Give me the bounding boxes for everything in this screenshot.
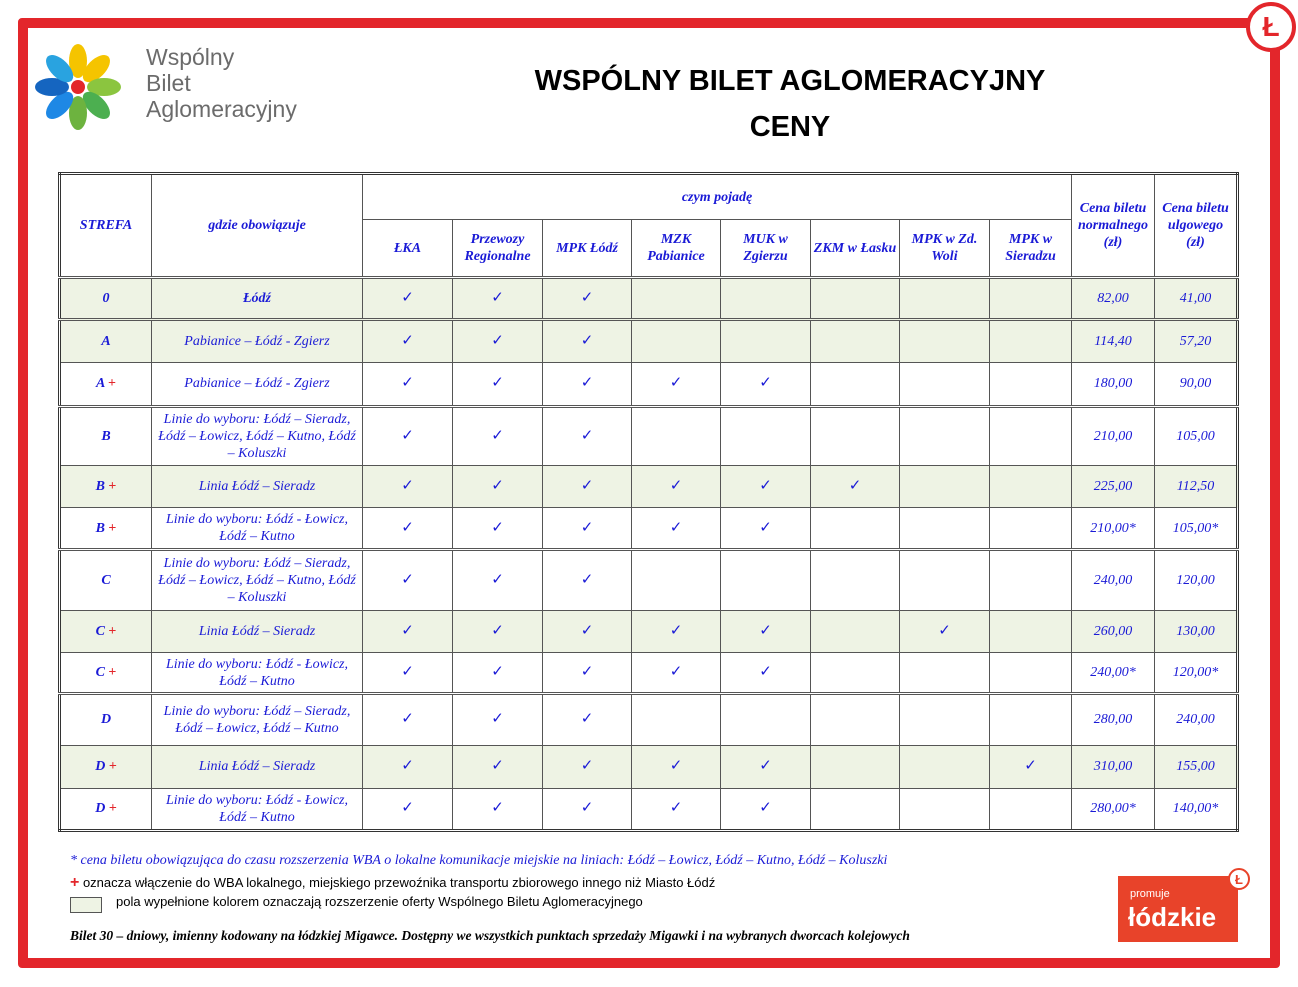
- price-normal-cell: 82,00: [1072, 278, 1155, 320]
- zone-cell: [60, 693, 152, 745]
- zone-cell: [60, 610, 152, 652]
- empty-cell: [900, 465, 990, 507]
- checkmark-icon: ✓: [363, 788, 453, 830]
- header-zone: STREFA: [60, 174, 152, 278]
- checkmark-icon: ✓: [811, 465, 900, 507]
- empty-cell: [990, 788, 1072, 830]
- empty-cell: [990, 693, 1072, 745]
- empty-cell: [632, 550, 721, 611]
- checkmark-icon: ✓: [721, 788, 811, 830]
- checkmark-icon: ✓: [363, 362, 453, 406]
- table-row: [60, 788, 1238, 830]
- table-row: [60, 693, 1238, 745]
- empty-cell: [990, 508, 1072, 550]
- zone-label: B: [101, 428, 111, 444]
- price-reduced-cell: 112,50: [1155, 465, 1238, 507]
- checkmark-icon: ✓: [721, 465, 811, 507]
- checkmark-icon: ✓: [543, 407, 632, 466]
- checkmark-icon: ✓: [721, 508, 811, 550]
- empty-cell: [811, 746, 900, 788]
- plus-marker: +: [108, 801, 117, 817]
- price-reduced-cell: 105,00*: [1155, 508, 1238, 550]
- price-reduced-cell: 130,00: [1155, 610, 1238, 652]
- empty-cell: [721, 407, 811, 466]
- zone-label: C: [95, 665, 105, 680]
- checkmark-icon: ✓: [363, 693, 453, 745]
- empty-cell: [990, 278, 1072, 320]
- price-table: [58, 172, 1239, 832]
- where-cell: Linia Łódź – Sieradz: [152, 610, 363, 652]
- empty-cell: [632, 407, 721, 466]
- price-normal-cell: 225,00: [1072, 465, 1155, 507]
- header-price-normal: Cena biletu normalnego (zł): [1072, 174, 1155, 278]
- promo-big-text: łódzkie: [1128, 902, 1217, 932]
- checkmark-icon: ✓: [363, 508, 453, 550]
- checkmark-icon: ✓: [363, 320, 453, 362]
- price-normal-cell: 310,00: [1072, 746, 1155, 788]
- price-reduced-cell: 105,00: [1155, 407, 1238, 466]
- checkmark-icon: ✓: [453, 320, 543, 362]
- price-reduced-cell: 120,00: [1155, 550, 1238, 611]
- header-carrier: MPK Łódź: [543, 220, 632, 278]
- table-row: [60, 610, 1238, 652]
- header-carrier: Przewozy Regionalne: [453, 220, 543, 278]
- empty-cell: [811, 610, 900, 652]
- legend-note: pola wypełnione kolorem oznaczają rozszerzenie oferty Wspólnego Biletu Aglomeracyjnego: [116, 894, 643, 909]
- header-where: gdzie obowiązuje: [152, 174, 363, 278]
- price-reduced-cell: 90,00: [1155, 362, 1238, 406]
- table-row: [60, 508, 1238, 550]
- plus-marker: +: [108, 624, 117, 640]
- zone-cell: [60, 407, 152, 466]
- empty-cell: [900, 278, 990, 320]
- checkmark-icon: ✓: [363, 610, 453, 652]
- plus-marker: +: [108, 478, 117, 494]
- checkmark-icon: ✓: [453, 693, 543, 745]
- zone-cell: [60, 362, 152, 406]
- empty-cell: [990, 362, 1072, 406]
- table-row: [60, 320, 1238, 362]
- price-normal-cell: 180,00: [1072, 362, 1155, 406]
- checkmark-icon: ✓: [543, 653, 632, 693]
- empty-cell: [990, 320, 1072, 362]
- zone-label: D: [100, 712, 112, 728]
- checkmark-icon: ✓: [632, 653, 721, 693]
- plus-marker: +: [108, 520, 117, 536]
- checkmark-icon: ✓: [453, 465, 543, 507]
- price-normal-cell: 240,00: [1072, 550, 1155, 611]
- where-cell: Pabianice – Łódź - Zgierz: [152, 320, 363, 362]
- checkmark-icon: ✓: [453, 550, 543, 611]
- where-cell: Linie do wyboru: Łódź – Sieradz, Łódź – Łowicz, Łódź – Kutno: [152, 693, 363, 745]
- empty-cell: [900, 320, 990, 362]
- empty-cell: [900, 508, 990, 550]
- price-normal-cell: 280,00*: [1072, 788, 1155, 830]
- table-row: [60, 407, 1238, 466]
- zone-cell: [60, 788, 152, 830]
- checkmark-icon: ✓: [363, 407, 453, 466]
- table-row: [60, 746, 1238, 788]
- checkmark-icon: ✓: [453, 407, 543, 466]
- checkmark-icon: ✓: [543, 320, 632, 362]
- price-normal-cell: 280,00: [1072, 693, 1155, 745]
- empty-cell: [900, 362, 990, 406]
- checkmark-icon: ✓: [543, 788, 632, 830]
- empty-cell: [721, 320, 811, 362]
- price-reduced-cell: 41,00: [1155, 278, 1238, 320]
- plus-note-text: oznacza włączenie do WBA lokalnego, miejskiego przewoźnika transportu zbiorowego innego niż Miasto Łódź: [79, 875, 716, 890]
- zone-cell: [60, 320, 152, 362]
- checkmark-icon: ✓: [632, 788, 721, 830]
- zone-cell: [60, 746, 152, 788]
- promo-small-text: promuje: [1130, 888, 1170, 900]
- where-cell: Linie do wyboru: Łódź – Sieradz, Łódź – Łowicz, Łódź – Kutno, Łódź – Koluszki: [152, 550, 363, 611]
- table-row: [60, 278, 1238, 320]
- table-row: [60, 465, 1238, 507]
- empty-cell: [900, 550, 990, 611]
- checkmark-icon: ✓: [721, 746, 811, 788]
- checkmark-icon: ✓: [543, 508, 632, 550]
- where-cell: Linie do wyboru: Łódź - Łowicz, Łódź – Kutno: [152, 508, 363, 550]
- empty-cell: [990, 407, 1072, 466]
- empty-cell: [811, 407, 900, 466]
- table-row: [60, 550, 1238, 611]
- price-reduced-cell: 140,00*: [1155, 788, 1238, 830]
- zone-label: C: [101, 573, 111, 589]
- price-reduced-cell: 57,20: [1155, 320, 1238, 362]
- zone-label: 0: [102, 291, 110, 307]
- zone-label: A: [95, 376, 105, 392]
- price-normal-cell: 260,00: [1072, 610, 1155, 652]
- empty-cell: [811, 362, 900, 406]
- empty-cell: [632, 278, 721, 320]
- price-reduced-cell: 120,00*: [1155, 653, 1238, 693]
- checkmark-icon: ✓: [453, 788, 543, 830]
- checkmark-icon: ✓: [543, 746, 632, 788]
- empty-cell: [721, 278, 811, 320]
- checkmark-icon: ✓: [632, 610, 721, 652]
- empty-cell: [990, 610, 1072, 652]
- checkmark-icon: ✓: [543, 465, 632, 507]
- checkmark-icon: ✓: [453, 278, 543, 320]
- zone-cell: [60, 653, 152, 693]
- zone-label: A: [101, 334, 111, 350]
- empty-cell: [811, 653, 900, 693]
- header-carrier: MPK w Sieradzu: [990, 220, 1072, 278]
- checkmark-icon: ✓: [453, 508, 543, 550]
- checkmark-icon: ✓: [632, 362, 721, 406]
- where-cell: Linie do wyboru: Łódź - Łowicz, Łódź – Kutno: [152, 788, 363, 830]
- checkmark-icon: ✓: [990, 746, 1072, 788]
- empty-cell: [990, 653, 1072, 693]
- header-carrier: MPK w Zd. Woli: [900, 220, 990, 278]
- empty-cell: [721, 550, 811, 611]
- empty-cell: [900, 788, 990, 830]
- empty-cell: [900, 746, 990, 788]
- empty-cell: [990, 465, 1072, 507]
- checkmark-icon: ✓: [363, 465, 453, 507]
- plus-note: [70, 874, 715, 892]
- checkmark-icon: ✓: [363, 653, 453, 693]
- page-title: WSPÓLNY BILET AGLOMERACYJNY CENY: [534, 65, 1046, 143]
- where-cell: Pabianice – Łódź - Zgierz: [152, 362, 363, 406]
- checkmark-icon: ✓: [721, 610, 811, 652]
- checkmark-icon: ✓: [543, 550, 632, 611]
- header-carrier: MUK w Zgierzu: [721, 220, 811, 278]
- checkmark-icon: ✓: [721, 362, 811, 406]
- empty-cell: [900, 653, 990, 693]
- header-carriers-group: czym pojadę: [363, 174, 1072, 220]
- empty-cell: [721, 693, 811, 745]
- plus-marker: +: [108, 759, 117, 775]
- table-row: [60, 362, 1238, 406]
- lodz-badge-icon: Ł: [1246, 2, 1296, 52]
- checkmark-icon: ✓: [453, 610, 543, 652]
- checkmark-icon: ✓: [363, 550, 453, 611]
- price-normal-cell: 210,00*: [1072, 508, 1155, 550]
- empty-cell: [632, 693, 721, 745]
- empty-cell: [900, 693, 990, 745]
- checkmark-icon: ✓: [632, 746, 721, 788]
- empty-cell: [811, 693, 900, 745]
- promuje-lodzkie-logo: [1118, 871, 1243, 942]
- plus-marker: +: [108, 376, 117, 392]
- empty-cell: [990, 550, 1072, 611]
- checkmark-icon: ✓: [632, 465, 721, 507]
- empty-cell: [632, 320, 721, 362]
- empty-cell: [811, 788, 900, 830]
- checkmark-icon: ✓: [363, 746, 453, 788]
- zone-label: C: [95, 624, 105, 640]
- price-normal-cell: 240,00*: [1072, 653, 1155, 693]
- wba-logo-icon: [32, 40, 132, 140]
- zone-cell: [60, 550, 152, 611]
- price-normal-cell: 210,00: [1072, 407, 1155, 466]
- zone-label: D: [95, 759, 106, 775]
- header-carrier: ZKM w Łasku: [811, 220, 900, 278]
- table-row: [60, 653, 1238, 693]
- checkmark-icon: ✓: [543, 362, 632, 406]
- empty-cell: [811, 550, 900, 611]
- zone-cell: [60, 465, 152, 507]
- where-cell: Linia Łódź – Sieradz: [152, 465, 363, 507]
- logo-wordmark: Wspólny Bilet Aglomeracyjny: [146, 44, 297, 122]
- header-price-reduced: Cena biletu ulgowego (zł): [1155, 174, 1238, 278]
- checkmark-icon: ✓: [453, 653, 543, 693]
- checkmark-icon: ✓: [721, 653, 811, 693]
- header-carrier: MZK Pabianice: [632, 220, 721, 278]
- legend-swatch: [70, 897, 102, 913]
- price-normal-cell: 114,40: [1072, 320, 1155, 362]
- checkmark-icon: ✓: [453, 746, 543, 788]
- where-cell: Linia Łódź – Sieradz: [152, 746, 363, 788]
- checkmark-icon: ✓: [543, 693, 632, 745]
- zone-label: D: [95, 801, 106, 817]
- checkmark-icon: ✓: [900, 610, 990, 652]
- checkmark-icon: ✓: [543, 278, 632, 320]
- price-reduced-cell: 155,00: [1155, 746, 1238, 788]
- promo-badge-icon: Ł: [1228, 868, 1250, 890]
- ticket-info-note: Bilet 30 – dniowy, imienny kodowany na łódzkiej Migawce. Dostępny we wszystkich punktach sprzedaży Migawki i na wybranych dworcach kolejowych: [70, 928, 910, 943]
- zone-label: B: [95, 478, 105, 494]
- asterisk-note: * cena biletu obowiązująca do czasu rozszerzenia WBA o lokalne komunikacje miejskie na liniach: Łódź – Łowicz, Łódź – Kutno, Łódź – Koluszki: [70, 853, 888, 868]
- price-reduced-cell: 240,00: [1155, 693, 1238, 745]
- plus-symbol: +: [70, 874, 80, 891]
- empty-cell: [811, 508, 900, 550]
- empty-cell: [811, 278, 900, 320]
- plus-marker: +: [108, 665, 117, 680]
- where-cell: Łódź: [152, 278, 363, 320]
- zone-cell: [60, 278, 152, 320]
- header-carrier: ŁKA: [363, 220, 453, 278]
- empty-cell: [811, 320, 900, 362]
- where-cell: Linie do wyboru: Łódź - Łowicz, Łódź – Kutno: [152, 653, 363, 693]
- zone-label: B: [95, 520, 105, 536]
- checkmark-icon: ✓: [632, 508, 721, 550]
- where-cell: Linie do wyboru: Łódź – Sieradz, Łódź – Łowicz, Łódź – Kutno, Łódź – Koluszki: [152, 407, 363, 466]
- checkmark-icon: ✓: [543, 610, 632, 652]
- checkmark-icon: ✓: [363, 278, 453, 320]
- checkmark-icon: ✓: [453, 362, 543, 406]
- zone-cell: [60, 508, 152, 550]
- empty-cell: [900, 407, 990, 466]
